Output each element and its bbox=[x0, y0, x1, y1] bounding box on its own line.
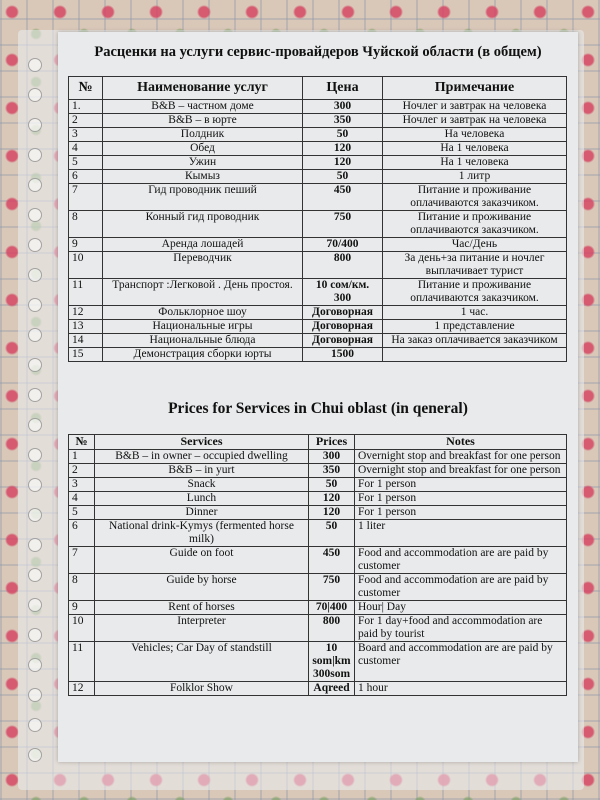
service-price: 50 bbox=[303, 128, 383, 142]
table-row bbox=[69, 615, 567, 642]
service-note: 1 литр bbox=[383, 170, 567, 184]
service-price: 300 bbox=[309, 450, 355, 464]
punch-hole bbox=[28, 478, 42, 492]
row-number: 11 bbox=[69, 642, 95, 682]
service-name: Транспорт :Легковой . День простоя. bbox=[103, 279, 303, 306]
service-note: Hour| Day bbox=[355, 601, 567, 615]
service-price: 800 bbox=[303, 252, 383, 279]
header-number: № bbox=[69, 435, 95, 450]
table-row bbox=[69, 100, 567, 114]
row-number: 10 bbox=[69, 615, 95, 642]
punch-hole bbox=[28, 118, 42, 132]
table-row bbox=[69, 279, 567, 306]
service-price: 1500 bbox=[303, 348, 383, 362]
service-name: B&B – частном доме bbox=[103, 100, 303, 114]
row-number: 5 bbox=[69, 156, 103, 170]
table-row bbox=[69, 184, 567, 211]
row-number: 5 bbox=[69, 506, 95, 520]
service-note: Питание и проживание оплачиваются заказчиком. bbox=[383, 184, 567, 211]
punch-hole bbox=[28, 328, 42, 342]
service-name: Ужин bbox=[103, 156, 303, 170]
row-number: 3 bbox=[69, 128, 103, 142]
service-price: 750 bbox=[309, 574, 355, 601]
service-name: Vehicles; Car Day of standstill bbox=[95, 642, 309, 682]
punch-hole bbox=[28, 748, 42, 762]
row-number: 3 bbox=[69, 478, 95, 492]
table-row bbox=[69, 520, 567, 547]
service-price: 800 bbox=[309, 615, 355, 642]
punch-hole bbox=[28, 448, 42, 462]
table-row bbox=[69, 142, 567, 156]
table-row bbox=[69, 642, 567, 682]
service-note: Час/День bbox=[383, 238, 567, 252]
punch-hole bbox=[28, 688, 42, 702]
row-number: 12 bbox=[69, 306, 103, 320]
header-note: Примечание bbox=[383, 77, 567, 100]
service-name: Interpreter bbox=[95, 615, 309, 642]
punch-holes bbox=[18, 30, 58, 790]
service-note: For 1 person bbox=[355, 492, 567, 506]
service-price: 120 bbox=[309, 506, 355, 520]
service-price: 50 bbox=[309, 520, 355, 547]
service-price: 450 bbox=[309, 547, 355, 574]
punch-hole bbox=[28, 658, 42, 672]
table-row bbox=[69, 306, 567, 320]
table-row bbox=[69, 348, 567, 362]
row-number: 11 bbox=[69, 279, 103, 306]
service-note: На 1 человека bbox=[383, 142, 567, 156]
punch-hole bbox=[28, 268, 42, 282]
service-name: Национальные игры bbox=[103, 320, 303, 334]
punch-hole bbox=[28, 718, 42, 732]
service-price: 70/400 bbox=[303, 238, 383, 252]
service-price: Договорная bbox=[303, 306, 383, 320]
service-name: B&B – in owner – occupied dwelling bbox=[95, 450, 309, 464]
service-name: Аренда лошадей bbox=[103, 238, 303, 252]
row-number: 14 bbox=[69, 334, 103, 348]
table-row bbox=[69, 320, 567, 334]
service-name: Dinner bbox=[95, 506, 309, 520]
service-price: 120 bbox=[303, 156, 383, 170]
service-note: Board and accommodation are are paid by customer bbox=[355, 642, 567, 682]
table-row bbox=[69, 156, 567, 170]
table-row bbox=[69, 574, 567, 601]
table-row bbox=[69, 506, 567, 520]
service-price: 450 bbox=[303, 184, 383, 211]
service-name: Кымыз bbox=[103, 170, 303, 184]
row-number: 4 bbox=[69, 142, 103, 156]
row-number: 6 bbox=[69, 520, 95, 547]
service-price: 120 bbox=[303, 142, 383, 156]
service-note: На человека bbox=[383, 128, 567, 142]
table-header-row bbox=[69, 77, 567, 100]
service-price: 10 som|km 300som bbox=[309, 642, 355, 682]
service-note: 1 представление bbox=[383, 320, 567, 334]
service-note: 1 liter bbox=[355, 520, 567, 547]
service-name: Rent of horses bbox=[95, 601, 309, 615]
punch-hole bbox=[28, 628, 42, 642]
table-row bbox=[69, 601, 567, 615]
service-name: Полдник bbox=[103, 128, 303, 142]
punch-hole bbox=[28, 418, 42, 432]
service-note: 1 час. bbox=[383, 306, 567, 320]
service-note: Ночлег и завтрак на человека bbox=[383, 114, 567, 128]
header-price: Цена bbox=[303, 77, 383, 100]
service-note: 1 hour bbox=[355, 682, 567, 696]
service-price: 750 bbox=[303, 211, 383, 238]
punch-hole bbox=[28, 298, 42, 312]
service-name: Национальные блюда bbox=[103, 334, 303, 348]
row-number: 7 bbox=[69, 184, 103, 211]
row-number: 10 bbox=[69, 252, 103, 279]
service-note: Food and accommodation are are paid by customer bbox=[355, 574, 567, 601]
row-number: 1 bbox=[69, 450, 95, 464]
table-row bbox=[69, 252, 567, 279]
service-note bbox=[383, 348, 567, 362]
row-number: 9 bbox=[69, 601, 95, 615]
title-russian: Расценки на услуги сервис-провайдеров Чуйской области (в общем) bbox=[94, 44, 542, 60]
service-note: Food and accommodation are are paid by customer bbox=[355, 547, 567, 574]
row-number: 1. bbox=[69, 100, 103, 114]
header-number: № bbox=[69, 77, 103, 100]
service-price: 70|400 bbox=[309, 601, 355, 615]
service-note: For 1 person bbox=[355, 506, 567, 520]
service-note: Overnight stop and breakfast for one person bbox=[355, 464, 567, 478]
service-note: За день+за питание и ночлег выплачивает турист bbox=[383, 252, 567, 279]
table-row bbox=[69, 478, 567, 492]
service-note: Ночлег и завтрак на человека bbox=[383, 100, 567, 114]
table-row bbox=[69, 114, 567, 128]
punch-hole bbox=[28, 358, 42, 372]
punch-hole bbox=[28, 88, 42, 102]
service-price: Договорная bbox=[303, 334, 383, 348]
service-name: Lunch bbox=[95, 492, 309, 506]
service-name: Guide on foot bbox=[95, 547, 309, 574]
punch-hole bbox=[28, 538, 42, 552]
service-name: Гид проводник пеший bbox=[103, 184, 303, 211]
service-name: National drink-Kymys (fermented horse milk) bbox=[95, 520, 309, 547]
table-row bbox=[69, 450, 567, 464]
service-name: B&B – в юрте bbox=[103, 114, 303, 128]
service-name: Фольклорное шоу bbox=[103, 306, 303, 320]
table-row bbox=[69, 170, 567, 184]
table-row bbox=[69, 128, 567, 142]
service-price: 300 bbox=[303, 100, 383, 114]
service-name: Конный гид проводник bbox=[103, 211, 303, 238]
row-number: 12 bbox=[69, 682, 95, 696]
service-price: Aqreed bbox=[309, 682, 355, 696]
header-note: Notes bbox=[355, 435, 567, 450]
service-note: Питание и проживание оплачиваются заказчиком. bbox=[383, 279, 567, 306]
service-note: Overnight stop and breakfast for one person bbox=[355, 450, 567, 464]
row-number: 8 bbox=[69, 574, 95, 601]
service-name: B&B – in yurt bbox=[95, 464, 309, 478]
service-price: 120 bbox=[309, 492, 355, 506]
row-number: 2 bbox=[69, 114, 103, 128]
title-english: Prices for Services in Chui oblast (in qeneral) bbox=[168, 400, 468, 417]
row-number: 15 bbox=[69, 348, 103, 362]
punch-hole bbox=[28, 568, 42, 582]
row-number: 9 bbox=[69, 238, 103, 252]
service-note: На 1 человека bbox=[383, 156, 567, 170]
table-header-row bbox=[69, 435, 567, 450]
service-name: Демонстрация сборки юрты bbox=[103, 348, 303, 362]
header-service: Services bbox=[95, 435, 309, 450]
table-row bbox=[69, 682, 567, 696]
service-note: For 1 person bbox=[355, 478, 567, 492]
service-note: На заказ оплачивается заказчиком bbox=[383, 334, 567, 348]
service-price: 10 сом/км. 300 bbox=[303, 279, 383, 306]
punch-hole bbox=[28, 598, 42, 612]
punch-hole bbox=[28, 388, 42, 402]
row-number: 7 bbox=[69, 547, 95, 574]
table-row bbox=[69, 238, 567, 252]
table-row bbox=[69, 464, 567, 478]
service-name: Guide by horse bbox=[95, 574, 309, 601]
table-row bbox=[69, 547, 567, 574]
row-number: 2 bbox=[69, 464, 95, 478]
price-table-russian bbox=[68, 76, 567, 362]
service-name: Folklor Show bbox=[95, 682, 309, 696]
service-name: Обед bbox=[103, 142, 303, 156]
service-price: 350 bbox=[303, 114, 383, 128]
punch-hole bbox=[28, 148, 42, 162]
punch-hole bbox=[28, 208, 42, 222]
service-note: For 1 day+food and accommodation are paid by tourist bbox=[355, 615, 567, 642]
table-row bbox=[69, 211, 567, 238]
header-service: Наименование услуг bbox=[103, 77, 303, 100]
row-number: 4 bbox=[69, 492, 95, 506]
row-number: 6 bbox=[69, 170, 103, 184]
service-price: 50 bbox=[303, 170, 383, 184]
service-note: Питание и проживание оплачиваются заказчиком. bbox=[383, 211, 567, 238]
punch-hole bbox=[28, 238, 42, 252]
row-number: 8 bbox=[69, 211, 103, 238]
price-sheet bbox=[58, 32, 578, 762]
punch-hole bbox=[28, 178, 42, 192]
punch-hole bbox=[28, 508, 42, 522]
header-price: Prices bbox=[309, 435, 355, 450]
table-row bbox=[69, 334, 567, 348]
row-number: 13 bbox=[69, 320, 103, 334]
price-table-english bbox=[68, 434, 567, 696]
service-name: Переводчик bbox=[103, 252, 303, 279]
service-price: Договорная bbox=[303, 320, 383, 334]
service-name: Snack bbox=[95, 478, 309, 492]
service-price: 50 bbox=[309, 478, 355, 492]
service-price: 350 bbox=[309, 464, 355, 478]
punch-hole bbox=[28, 58, 42, 72]
table-row bbox=[69, 492, 567, 506]
